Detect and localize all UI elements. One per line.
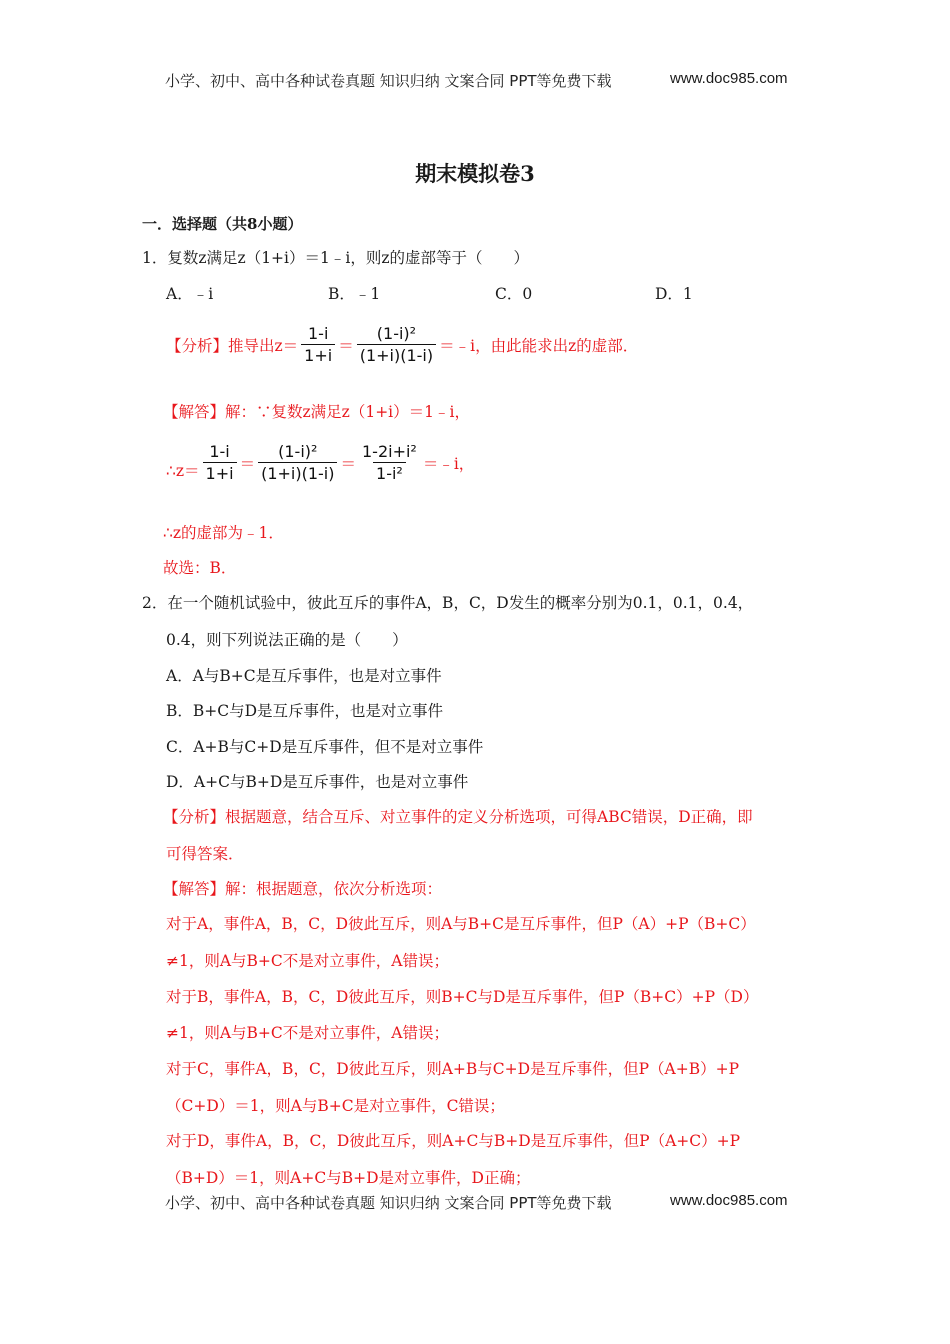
analysis-suffix: ＝﹣i，由此能求出z的虚部．	[439, 336, 639, 355]
fraction-numerator: 1-i	[307, 324, 329, 343]
fraction-denominator: 1+i	[301, 344, 335, 365]
question-1-answer-line: 【解答】解：∵复数z满足z（1+i）＝1﹣i，	[163, 403, 470, 421]
solution-line: （C+D）＝1，则A与B+C是对立事件，C错误；	[166, 1097, 505, 1115]
question-1-stem: 1．复数z满足z（1+i）＝1﹣i，则z的虚部等于（ ）	[142, 249, 529, 267]
question-1-option-a: A．﹣i	[166, 285, 214, 303]
question-2-analysis-line-2: 可得答案．	[166, 845, 244, 863]
equals-sign: ＝	[338, 336, 354, 355]
calc-prefix: ∴z＝	[166, 461, 200, 480]
solution-line: （B+D）＝1，则A+C与B+D是对立事件，D正确；	[166, 1169, 531, 1187]
fraction-denominator: 1-i²	[373, 462, 406, 483]
question-2-stem-line-1: 2．在一个随机试验中，彼此互斥的事件A，B，C，D发生的概率分别为0.1，0.1，0.4，	[142, 594, 754, 612]
question-1-option-d: D．1	[655, 285, 693, 303]
calc-suffix: ＝﹣i，	[422, 454, 475, 473]
question-1-calculation	[163, 442, 477, 483]
solution-line: ≠1，则A与B+C不是对立事件，A错误；	[166, 952, 449, 970]
fraction-numerator: (1-i)²	[278, 442, 318, 461]
analysis-prefix: 【分析】推导出z＝	[166, 336, 299, 355]
page-header-text: 小学、初中、高中各种试卷真题 知识归纳 文案合同 PPT等免费下载	[165, 72, 612, 90]
question-2-analysis-line-1: 【分析】根据题意，结合互斥、对立事件的定义分析选项，可得ABC错误，D正确，即	[163, 808, 753, 826]
question-1-option-b: B．﹣1	[328, 285, 381, 303]
section-heading: 一．选择题（共8小题）	[142, 215, 303, 233]
solution-line: 对于C，事件A，B，C，D彼此互斥，则A+B与C+D是互斥事件，但P（A+B）+P	[166, 1060, 739, 1078]
question-2-option-b: B．B+C与D是互斥事件，也是对立事件	[166, 702, 444, 720]
solution-line: 对于D，事件A，B，C，D彼此互斥，则A+C与B+D是互斥事件，但P（A+C）+P	[166, 1132, 741, 1150]
page-title: 期末模拟卷3	[415, 161, 535, 186]
equals-sign: ＝	[340, 454, 356, 473]
fraction-denominator: (1+i)(1-i)	[357, 344, 436, 365]
solution-line: 对于A，事件A，B，C，D彼此互斥，则A与B+C是互斥事件，但P（A）+P（B+C）	[166, 915, 756, 933]
page-header-site: www.doc985.com	[670, 70, 788, 87]
question-1-analysis	[163, 324, 641, 365]
question-1-choice: 故选：B．	[163, 559, 237, 577]
fraction	[301, 324, 335, 365]
equals-sign: ＝	[239, 454, 256, 473]
question-1-result: ∴z的虚部为﹣1．	[163, 524, 284, 542]
question-2-option-a: A．A与B+C是互斥事件，也是对立事件	[166, 667, 442, 685]
page-footer-text: 小学、初中、高中各种试卷真题 知识归纳 文案合同 PPT等免费下载	[165, 1194, 612, 1212]
question-2-stem-line-2: 0.4，则下列说法正确的是（ ）	[166, 631, 408, 649]
fraction-numerator: 1-2i+i²	[362, 442, 417, 461]
question-2-option-d: D．A+C与B+D是互斥事件，也是对立事件	[166, 773, 469, 791]
question-2-option-c: C．A+B与C+D是互斥事件，但不是对立事件	[166, 738, 484, 756]
fraction	[357, 324, 436, 365]
page-footer-site: www.doc985.com	[670, 1192, 788, 1209]
question-1-option-c: C．0	[495, 285, 533, 303]
fraction-denominator: 1+i	[203, 462, 237, 483]
solution-line: 【解答】解：根据题意，依次分析选项：	[163, 880, 443, 898]
fraction-numerator: (1-i)²	[376, 324, 417, 343]
solution-line: 对于B，事件A，B，C，D彼此互斥，则B+C与D是互斥事件，但P（B+C）+P（D）	[166, 988, 759, 1006]
fraction-numerator: 1-i	[209, 442, 230, 461]
fraction-denominator: (1+i)(1-i)	[258, 462, 337, 483]
fraction	[203, 442, 237, 483]
fraction	[359, 442, 420, 483]
solution-line: ≠1，则A与B+C不是对立事件，A错误；	[166, 1024, 449, 1042]
fraction	[258, 442, 337, 483]
